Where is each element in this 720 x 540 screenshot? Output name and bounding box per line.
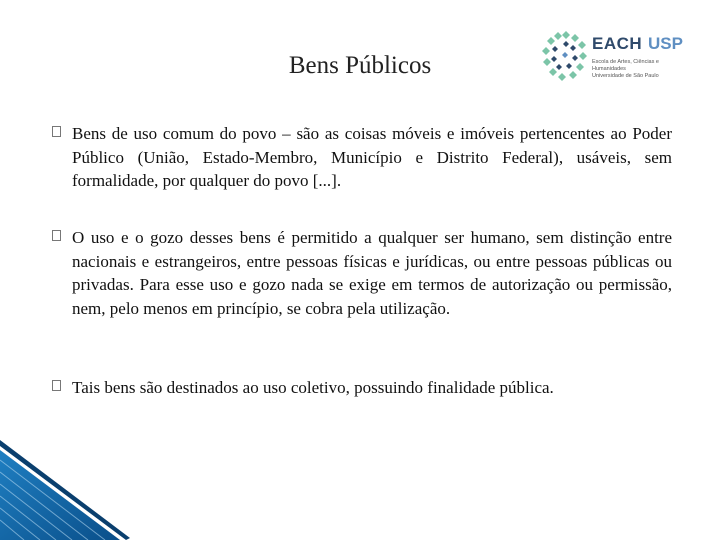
bullet-marker-icon	[52, 126, 61, 137]
logo-mark-icon	[542, 28, 590, 86]
each-usp-logo	[542, 28, 692, 88]
logo-usp: USP	[648, 34, 683, 53]
bullet-marker-icon	[52, 380, 61, 391]
bullet-text: Bens de uso comum do povo – são as coisas móveis e imóveis pertencentes ao Poder Público (União, Estado-Membro, Município e Distrito Federal), usáveis, sem formalidade, por qualquer do povo [...].	[72, 124, 672, 190]
logo-subtitle	[592, 59, 692, 80]
bullet-text: Tais bens são destinados ao uso coletivo, possuindo finalidade pública.	[72, 378, 554, 397]
bullet-marker-icon	[52, 230, 61, 241]
slide-title: Bens Públicos	[288, 52, 432, 79]
corner-decoration	[0, 440, 130, 540]
logo-subtitle-line: Universidade de São Paulo	[592, 73, 659, 79]
logo-name: EACH	[592, 34, 643, 53]
logo-subtitle-line: Escola de Artes, Ciências e Humanidades	[592, 59, 659, 72]
bullet-text: O uso e o gozo desses bens é permitido a qualquer ser humano, sem distinção entre nacionais e estrangeiros, entre pessoas físicas e jurídicas, ou entre pessoas públicas ou privadas. Para esse uso e gozo nada se exige em termos de autorização ou permissão, nem, pelo menos em princípio, se cobra pela utilização.	[72, 228, 672, 318]
